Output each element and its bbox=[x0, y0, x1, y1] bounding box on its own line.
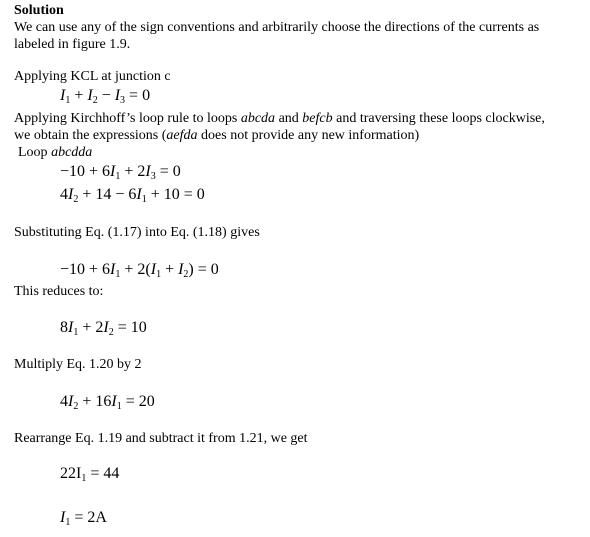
kvl-line-1: Applying Kirchhoff’s loop rule to loops abcda and befcb and traversing these loops clockwise, bbox=[14, 111, 545, 126]
substitute-text: Substituting Eq. (1.17) into Eq. (1.18) gives bbox=[14, 225, 260, 240]
intro-line-1: We can use any of the sign conventions and arbitrarily choose the directions of the currents as bbox=[14, 20, 540, 35]
kcl-intro: Applying KCL at junction c bbox=[14, 69, 171, 84]
equation-1: $-10 + 6I_1 + 2I_3 = 0$ bbox=[60, 163, 181, 182]
intro-line-2: labeled in figure 1.9. bbox=[14, 37, 131, 52]
equation-5: $4I_2 + 16I_1 = 20$ bbox=[60, 393, 155, 412]
equation-3: $-10 + 6I_1 + 2(I_1 + I_2) = 0$ bbox=[60, 261, 219, 280]
equation-2: $4I_2 + 14 - 6I_1 + 10 = 0$ bbox=[60, 186, 205, 205]
multiply-text: Multiply Eq. 1.20 by 2 bbox=[14, 357, 142, 372]
equation-7: $I_1 = 2A$ bbox=[60, 509, 107, 528]
equation-4: $8I_1 + 2I_2 = 10$ bbox=[60, 319, 147, 338]
kvl-line-2: we obtain the expressions (aefda does not provide any new information) bbox=[14, 128, 420, 143]
equation-6: $22I_1 = 44$ bbox=[60, 465, 120, 484]
loop-label: Loop abcdda bbox=[18, 145, 93, 160]
reduce-text: This reduces to: bbox=[14, 284, 104, 299]
rearrange-text: Rearrange Eq. 1.19 and subtract it from 1.21, we get bbox=[14, 431, 308, 446]
solution-heading: Solution bbox=[14, 3, 64, 18]
kcl-equation: $I_1 + I_2 - I_3 = 0$ bbox=[60, 87, 151, 106]
